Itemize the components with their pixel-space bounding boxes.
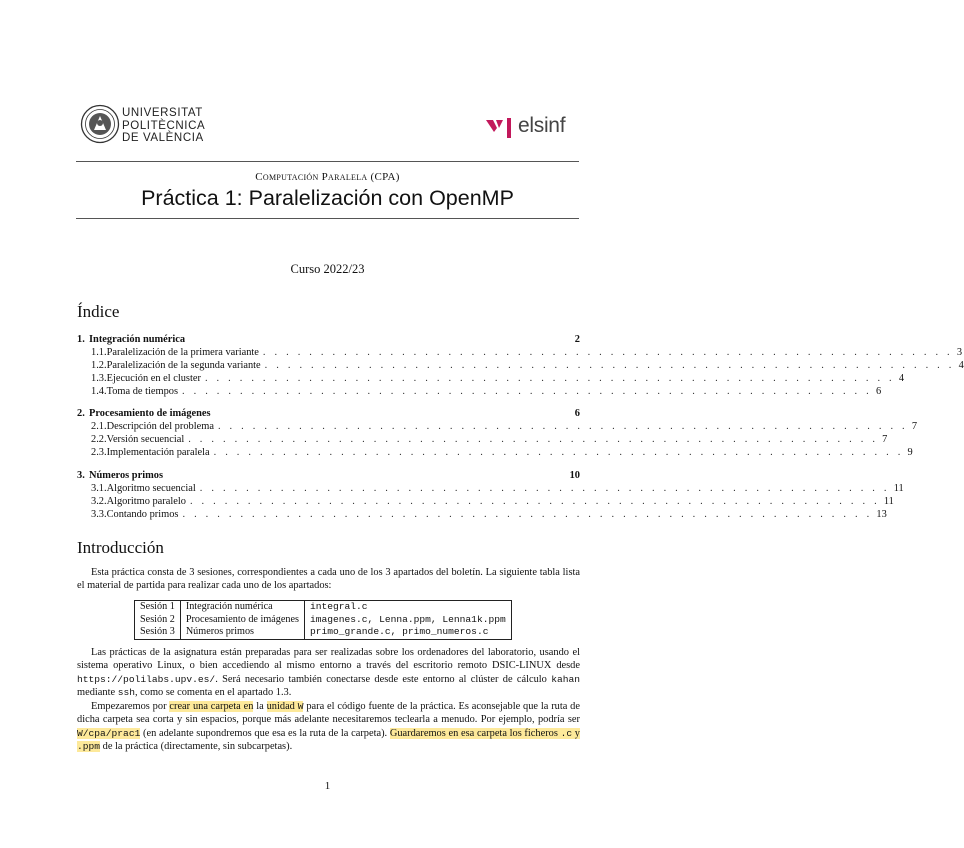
toc-item[interactable]: [77, 346, 963, 359]
toc-item-label: Toma de tiempos: [106, 386, 179, 397]
university-name-line: DE VALÈNCIA: [122, 132, 204, 144]
toc-section[interactable]: [77, 333, 580, 346]
text-run: la: [253, 701, 267, 712]
toc-item[interactable]: [77, 420, 918, 433]
toc-item-number: 3.3.: [91, 509, 107, 520]
toc-item[interactable]: [77, 385, 882, 398]
toc-page: 2: [574, 334, 580, 345]
text-run: Guardaremos en esa carpeta los ficheros: [389, 727, 561, 739]
toc-page: 9: [907, 447, 913, 458]
toc-section[interactable]: [77, 407, 580, 420]
toc-item-number: 1.2.: [91, 360, 107, 371]
toc-item-label: Versión secuencial: [106, 434, 185, 445]
session-cell: Sesión 2: [135, 614, 181, 627]
toc-page: 7: [882, 434, 888, 445]
table-row: [135, 614, 512, 627]
text-run: unidad: [266, 701, 298, 712]
toc-item[interactable]: [77, 508, 887, 521]
topic-cell: Procesamiento de imágenes: [180, 614, 304, 627]
toc-item-number: 1.1.: [91, 347, 107, 358]
file-extension: .ppm: [77, 740, 101, 752]
toc-item-label: Paralelización de la primera variante: [106, 347, 259, 358]
toc-item[interactable]: [77, 359, 964, 372]
title-rule: [76, 218, 579, 219]
text-run: mediante: [77, 686, 118, 698]
toc-page: 13: [876, 509, 887, 520]
text-run: y: [572, 727, 580, 739]
intro-paragraph-1: Esta práctica consta de 3 sesiones, correspondientes a cada uno de los 3 apartados del boletín. La siguiente tabla lista el material de partida para realizar cada uno de los apartados:: [77, 567, 580, 592]
toc-item-label: Implementación paralela: [106, 447, 210, 458]
toc-leader: . . . . . . . . . . . . . . . . . . . . . . . . . . . . . . . . . . . . . . . . . . . . . . . . . . . . . . . . . . . .: [189, 496, 880, 507]
toc-item-number: 1.4.: [91, 386, 107, 397]
intro-paragraph-3: [77, 700, 580, 753]
toc-item-label: Descripción del problema: [106, 421, 214, 432]
toc-item[interactable]: [77, 482, 904, 495]
etsinf-logo-text: elsinf: [518, 114, 566, 137]
table-row: [135, 601, 512, 614]
files-cell: integral.c: [304, 601, 511, 614]
text-run: . Será necesario también conectarse desde este entorno al clúster de cálculo: [215, 673, 552, 685]
text-run: Las prácticas de la asignatura están preparadas para ser realizadas sobre los ordenadores del laboratorio, usando el sistema operativo Linux, o bien accediendo al mismo entorno a través del escritorio remoto DSIC-LINUX desde: [77, 647, 580, 672]
table-row: [135, 626, 512, 639]
toc-item-label: Paralelización de la segunda variante: [106, 360, 261, 371]
ssh-command: ssh: [117, 686, 135, 698]
intro-heading: Introducción: [77, 538, 164, 557]
session-cell: Sesión 1: [135, 601, 181, 614]
text-run: , como se comenta en el apartado 1.3.: [134, 686, 292, 698]
toc-section-number: 1.: [77, 334, 85, 345]
toc-item-number: 2.2.: [91, 434, 107, 445]
table-of-contents: [77, 333, 964, 523]
toc-section-number: 2.: [77, 408, 85, 419]
toc-page: 6: [875, 386, 882, 397]
toc-leader: . . . . . . . . . . . . . . . . . . . . . . . . . . . . . . . . . . . . . . . . . . . . . . . . . . . . . . . . . . . .: [182, 386, 872, 397]
toc-item-label: Contando primos: [106, 509, 179, 520]
text-run: Empezaremos por: [91, 701, 170, 712]
university-name-line: UNIVERSITAT: [122, 107, 203, 119]
toc-item-number: 3.1.: [91, 483, 107, 494]
drive-letter: W: [297, 701, 304, 712]
files-cell: primo_grande.c, primo_numeros.c: [304, 626, 511, 639]
highlighted-text: [267, 701, 304, 712]
page-title: Práctica 1: Paralelización con OpenMP: [141, 186, 514, 210]
cluster-name: kahan: [551, 673, 580, 685]
toc-item-label: Algoritmo secuencial: [106, 483, 196, 494]
text-run: de la práctica (directamente, sin subcarpetas).: [100, 740, 293, 752]
toc-page: 3: [956, 347, 963, 358]
toc-leader: . . . . . . . . . . . . . . . . . . . . . . . . . . . . . . . . . . . . . . . . . . . . . . . . . . . . . . . . . . . .: [204, 373, 895, 384]
university-name: [122, 107, 205, 145]
toc-heading: Índice: [77, 302, 120, 321]
toc-page: 7: [911, 421, 918, 432]
toc-page: 4: [958, 360, 964, 371]
page-number: 1: [324, 780, 331, 792]
toc-item-number: 1.3.: [91, 373, 107, 384]
toc-section-label: Integración numérica: [89, 334, 186, 345]
course-year: Curso 2022/23: [290, 262, 365, 276]
files-cell: imagenes.c, Lenna.ppm, Lenna1k.ppm: [304, 614, 511, 627]
toc-leader: . . . . . . . . . . . . . . . . . . . . . . . . . . . . . . . . . . . . . . . . . . . . . . . . . . . . . . . . . . . .: [182, 509, 873, 520]
toc-item-label: Algoritmo paralelo: [106, 496, 186, 507]
topic-cell: Integración numérica: [180, 601, 304, 614]
text-run: (en adelante supondremos que esa es la ruta de la carpeta).: [140, 727, 390, 739]
toc-item-number: 3.2.: [91, 496, 107, 507]
toc-item-number: 2.1.: [91, 421, 107, 432]
materials-table-wrap: [134, 600, 512, 640]
toc-page: 10: [569, 470, 580, 481]
polilabs-url[interactable]: https://polilabs.upv.es/: [77, 673, 216, 685]
toc-leader: . . . . . . . . . . . . . . . . . . . . . . . . . . . . . . . . . . . . . . . . . . . . . . . . . . . . . . . . . . . .: [264, 360, 955, 371]
session-cell: Sesión 3: [135, 626, 181, 639]
toc-leader: . . . . . . . . . . . . . . . . . . . . . . . . . . . . . . . . . . . . . . . . . . . . . . . . . . . . . . . . . . . .: [188, 434, 879, 445]
folder-path: W/cpa/prac1: [77, 727, 141, 739]
toc-section[interactable]: [77, 469, 580, 482]
toc-leader: . . . . . . . . . . . . . . . . . . . . . . . . . . . . . . . . . . . . . . . . . . . . . . . . . . . . . . . . . . . .: [199, 483, 890, 494]
etsinf-logo: [486, 114, 586, 140]
toc-leader: . . . . . . . . . . . . . . . . . . . . . . . . . . . . . . . . . . . . . . . . . . . . . . . . . . . . . . . . . . . .: [217, 421, 908, 432]
toc-section-label: Números primos: [89, 470, 163, 481]
intro-paragraph-2: [77, 646, 580, 699]
toc-item[interactable]: [77, 495, 894, 508]
toc-item[interactable]: [77, 372, 905, 385]
university-seal-icon: [80, 104, 120, 144]
toc-page: 11: [883, 496, 894, 507]
course-label: Computación Paralela (CPA): [255, 171, 400, 183]
toc-leader: . . . . . . . . . . . . . . . . . . . . . . . . . . . . . . . . . . . . . . . . . . . . . . . . . . . . . . . . . . . .: [213, 447, 904, 458]
highlighted-text: crear una carpeta en: [169, 701, 254, 712]
topic-cell: Números primos: [180, 626, 304, 639]
materials-table: [134, 600, 512, 640]
toc-item-label: Ejecución en el cluster: [106, 373, 201, 384]
toc-item[interactable]: [77, 433, 888, 446]
toc-item[interactable]: [77, 446, 913, 459]
toc-section-number: 3.: [77, 470, 85, 481]
upv-logo: [80, 104, 210, 146]
toc-leader: . . . . . . . . . . . . . . . . . . . . . . . . . . . . . . . . . . . . . . . . . . . . . . . . . . . . . . . . . . . .: [262, 347, 953, 358]
text-run: para el código fuente de la práctica. Es aconsejable que la ruta de dicha carpeta sea corta y sin espacios, porque más adelante necesitaremos teclearla a menudo. Por ejemplo, podría ser: [77, 701, 580, 726]
toc-page: 6: [574, 408, 580, 419]
etsinf-mark-icon: [486, 116, 516, 140]
university-name-line: POLITÈCNICA: [122, 119, 206, 132]
toc-page: 11: [893, 483, 904, 494]
toc-section-label: Procesamiento de imágenes: [89, 408, 211, 419]
toc-page: 4: [898, 373, 905, 384]
file-extension: .c: [560, 727, 573, 739]
toc-item-number: 2.3.: [91, 447, 107, 458]
top-rule: [76, 161, 579, 162]
